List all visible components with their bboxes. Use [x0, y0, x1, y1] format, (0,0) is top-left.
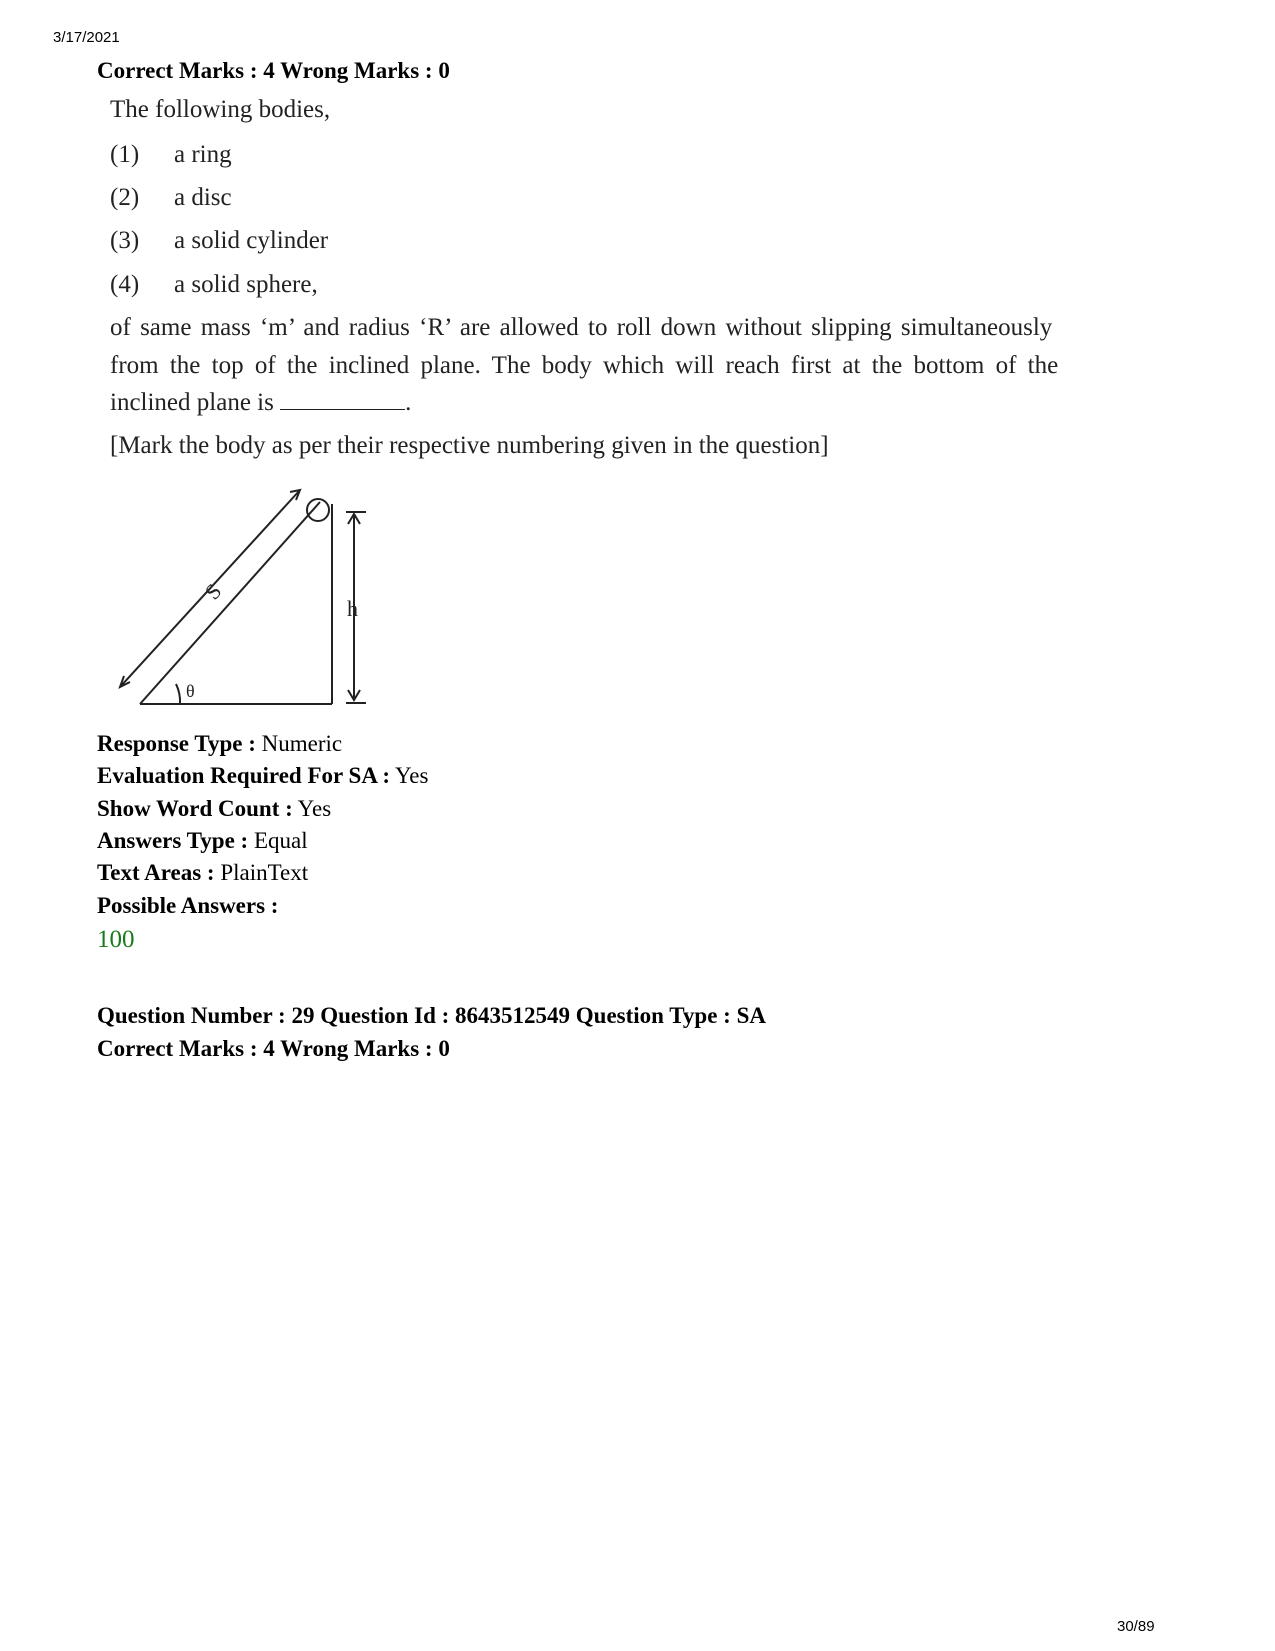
question-paragraph-line: of same mass ‘m’ and radius ‘R’ are allowed to roll down without slipping simultaneously	[110, 314, 1053, 341]
marks-line: Correct Marks : 4 Wrong Marks : 0	[97, 58, 450, 83]
question-paragraph-line-blank	[110, 389, 411, 417]
option-4	[110, 271, 510, 303]
evaluation-row	[97, 763, 428, 789]
next-marks-line: Correct Marks : 4 Wrong Marks : 0	[97, 1036, 450, 1061]
option-text: a ring	[174, 141, 232, 168]
meta-value: Numeric	[255, 731, 343, 756]
possible-answers-row	[97, 893, 278, 919]
print-date: 3/17/2021	[53, 29, 120, 46]
meta-key: Answers Type :	[97, 828, 249, 853]
incline-slope	[140, 502, 320, 704]
question-paragraph-line: from the top of the inclined plane. The body which will reach first at the bottom of the	[110, 352, 1059, 379]
meta-key: Possible Answers :	[97, 893, 279, 918]
option-text: a disc	[174, 184, 232, 211]
meta-value: Yes	[292, 796, 332, 821]
inclined-plane-figure	[110, 482, 380, 712]
option-2	[110, 184, 510, 216]
answers-type-row	[97, 828, 308, 854]
option-3	[110, 227, 510, 259]
period: .	[405, 389, 412, 416]
option-text: a solid sphere,	[174, 271, 318, 298]
angle-label: θ	[186, 681, 195, 701]
meta-key: Response Type :	[97, 731, 256, 756]
meta-key: Evaluation Required For SA :	[97, 763, 391, 788]
option-text: a solid cylinder	[174, 227, 329, 254]
question-intro: The following bodies,	[110, 96, 331, 123]
question-header-line: Question Number : 29 Question Id : 8643512549 Question Type : SA	[97, 1003, 766, 1028]
answer-blank	[280, 391, 405, 410]
page-number: 30/89	[1117, 1618, 1155, 1635]
meta-value: PlainText	[214, 860, 309, 885]
text-areas-row	[97, 860, 308, 886]
word-count-row	[97, 796, 331, 822]
height-label: h	[347, 596, 358, 621]
angle-arc	[176, 684, 180, 704]
option-number: (1)	[110, 141, 140, 168]
meta-value: Equal	[248, 828, 308, 853]
question-note: [Mark the body as per their respective numbering given in the question]	[110, 432, 829, 459]
possible-answer-value: 100	[97, 926, 135, 953]
option-1	[110, 141, 510, 173]
slope-label: S	[199, 578, 227, 605]
rolling-body	[307, 499, 329, 521]
meta-key: Show Word Count :	[97, 796, 293, 821]
response-type-row	[97, 731, 342, 757]
option-number: (4)	[110, 271, 140, 298]
question-paragraph-text: inclined plane is	[110, 389, 274, 416]
meta-key: Text Areas :	[97, 860, 215, 885]
meta-value: Yes	[390, 763, 429, 788]
option-number: (2)	[110, 184, 140, 211]
option-number: (3)	[110, 227, 140, 254]
